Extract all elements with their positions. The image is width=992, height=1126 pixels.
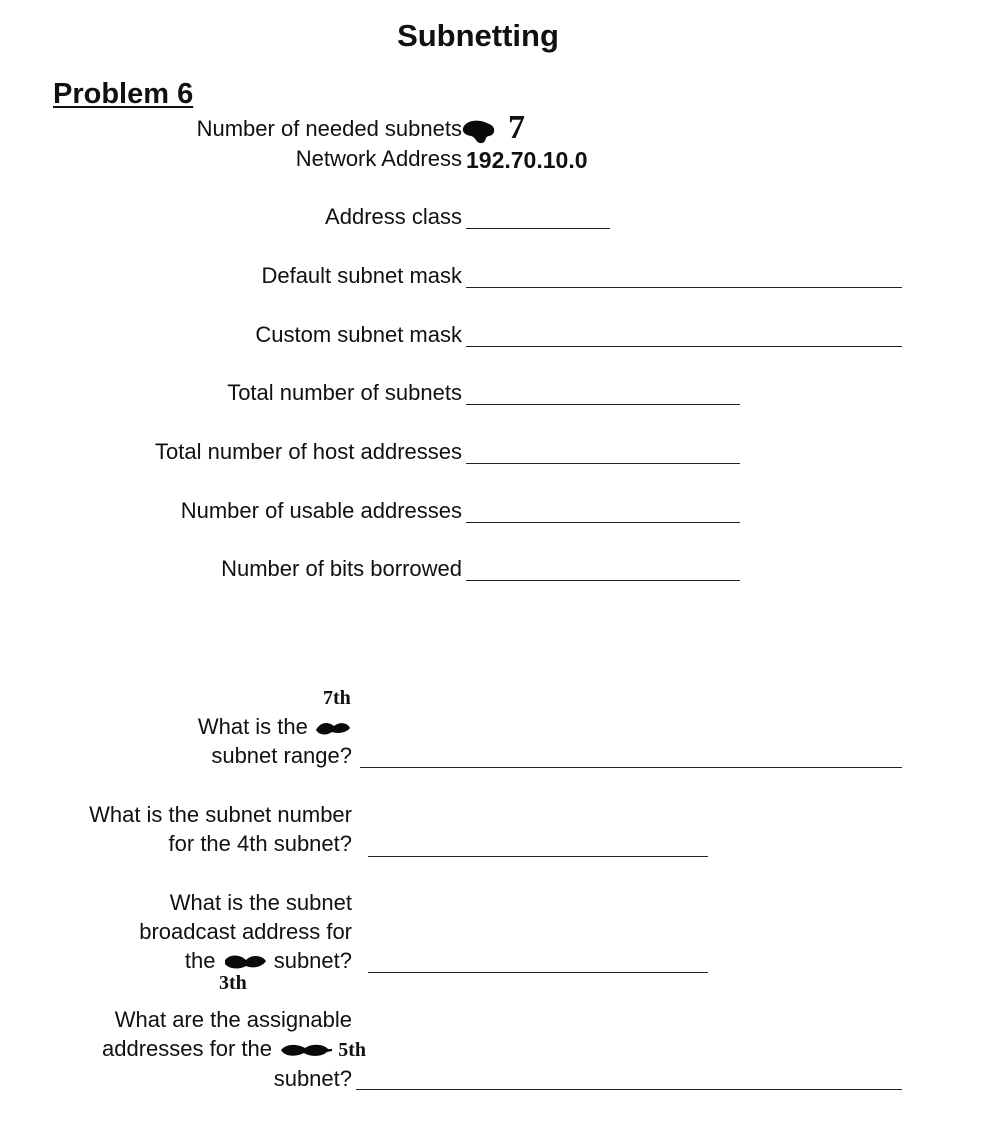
q4-handwritten-ordinal: 5th <box>338 1039 367 1061</box>
q3-line2: broadcast address for <box>139 919 352 944</box>
q1-line1 <box>198 712 352 741</box>
problem-heading: Problem 6 <box>53 78 194 110</box>
crossed-out-ordinal-icon <box>278 1040 332 1060</box>
q3-handwritten-ordinal: 3th <box>219 972 247 994</box>
network-address-value: 192.70.10.0 <box>466 147 588 173</box>
q3-line3 <box>185 946 352 975</box>
total-subnets-blank[interactable] <box>466 404 740 405</box>
total-hosts-label: Total number of host addresses <box>155 439 462 464</box>
needed-subnets-value: 7 <box>508 109 525 146</box>
bits-borrowed-label: Number of bits borrowed <box>221 556 462 581</box>
q2-line2: for the 4th subnet? <box>168 831 352 856</box>
address-class-label: Address class <box>325 204 462 229</box>
q3-line3-start: the <box>184 948 216 973</box>
q3-answer-blank[interactable] <box>368 972 708 973</box>
q1-line2: subnet range? <box>211 743 352 768</box>
q4-line1: What are the assignable <box>114 1007 352 1032</box>
q2-line1: What is the subnet number <box>89 802 352 827</box>
default-subnet-mask-label: Default subnet mask <box>261 263 462 288</box>
q4-answer-blank[interactable] <box>356 1089 902 1090</box>
q3-line1: What is the subnet <box>169 890 352 915</box>
q1-answer-blank[interactable] <box>360 767 902 768</box>
usable-addresses-label: Number of usable addresses <box>180 498 462 523</box>
page-title: Subnetting <box>397 18 559 53</box>
crossed-out-ordinal-icon <box>314 718 352 738</box>
q1-line1-text: What is the <box>197 714 308 739</box>
total-subnets-label: Total number of subnets <box>227 380 462 405</box>
q2-answer-blank[interactable] <box>368 856 708 857</box>
bits-borrowed-blank[interactable] <box>466 580 740 581</box>
custom-subnet-mask-label: Custom subnet mask <box>255 322 462 347</box>
q4-line2 <box>102 1034 366 1065</box>
network-address-label: Network Address <box>295 146 462 171</box>
address-class-blank[interactable] <box>466 228 610 229</box>
custom-subnet-mask-blank[interactable] <box>466 346 902 347</box>
crossed-out-ordinal-icon <box>222 951 268 973</box>
usable-addresses-blank[interactable] <box>466 522 740 523</box>
default-subnet-mask-blank[interactable] <box>466 287 902 288</box>
q1-handwritten-ordinal: 7th <box>323 687 351 709</box>
scribble-mark-icon <box>461 117 497 145</box>
q4-line3: subnet? <box>273 1066 352 1091</box>
q3-line3-end: subnet? <box>273 948 352 973</box>
total-hosts-blank[interactable] <box>466 463 740 464</box>
q4-line2-text: addresses for the <box>102 1036 272 1061</box>
needed-subnets-label: Number of needed subnets <box>196 116 462 141</box>
